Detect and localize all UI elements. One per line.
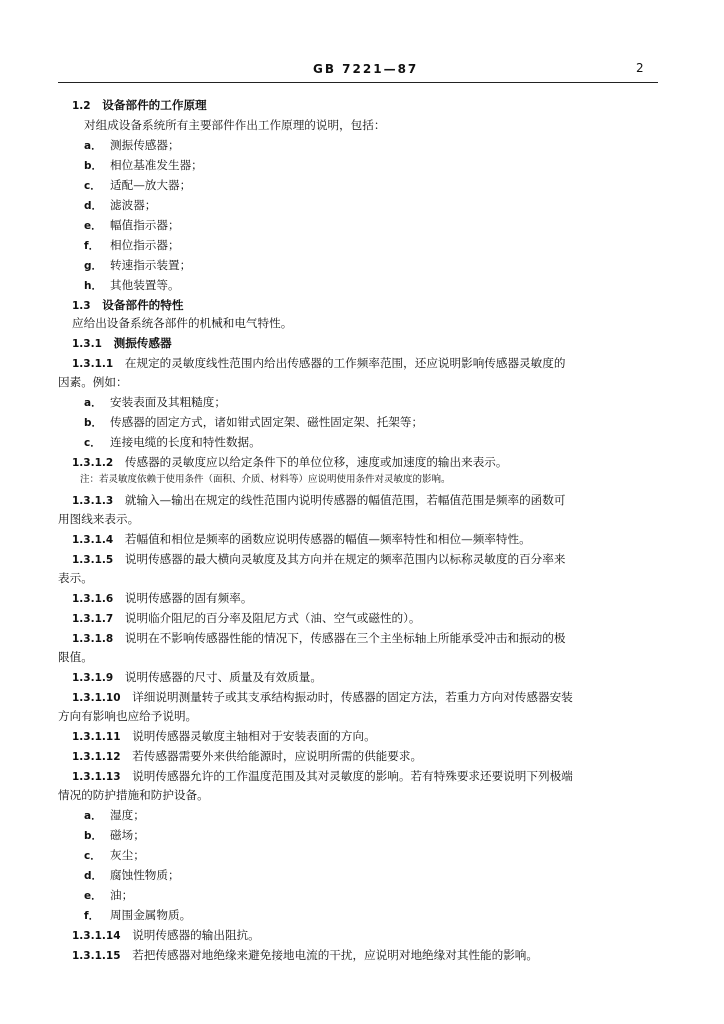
clause-continuation: 表示。: [58, 571, 93, 585]
clause-continuation: 限值。: [58, 650, 93, 664]
clause-text: 说明传感器允许的工作温度范围及其对灵敏度的影响。若有特殊要求还要说明下列极端: [132, 769, 573, 783]
section-number: 1.2: [72, 100, 91, 112]
section-number: 1.3.1: [72, 338, 102, 350]
clause-1-3-1-14: [72, 927, 260, 944]
clause-1-3-1-8: [72, 630, 565, 647]
clause-text: 若把传感器对地绝缘来避免接地电流的干扰，应说明对地绝缘对其性能的影响。: [132, 948, 538, 962]
clause-number: 1.3.1.5: [72, 554, 114, 566]
list-item: [84, 907, 191, 924]
item-marker: d．: [84, 870, 103, 882]
item-marker: b．: [84, 830, 103, 842]
item-text: 磁场；: [110, 828, 145, 842]
clause-continuation: 用图线来表示。: [58, 512, 140, 526]
clause-continuation: 方向有影响也应给予说明。: [58, 709, 198, 723]
item-text: 幅值指示器；: [110, 218, 180, 232]
item-text: 传感器的固定方式，诸如钳式固定架、磁性固定架、托架等；: [110, 415, 424, 429]
note: 注：若灵敏度依赖于使用条件（面积、介质、材料等）应说明使用条件对灵敏度的影响。: [80, 474, 451, 485]
clause-text: 在规定的灵敏度线性范围内给出传感器的工作频率范围，还应说明影响传感器灵敏度的: [124, 356, 566, 370]
item-text: 油；: [110, 888, 134, 902]
item-text: 相位基准发生器；: [110, 158, 203, 172]
clause-number: 1.3.1.8: [72, 633, 114, 645]
clause-number: 1.3.1.4: [72, 534, 114, 546]
clause-number: 1.3.1.7: [72, 613, 114, 625]
item-text: 其他装置等。: [110, 278, 180, 292]
item-text: 连接电缆的长度和特性数据。: [110, 435, 261, 449]
item-marker: a．: [84, 810, 102, 822]
item-marker: b．: [84, 160, 103, 172]
list-item: [84, 847, 145, 864]
clause-text: 说明传感器的输出阻抗。: [132, 928, 260, 942]
clause-number: 1.3.1.12: [72, 751, 121, 763]
item-marker: c．: [84, 180, 101, 192]
item-marker: b．: [84, 417, 103, 429]
item-text: 周围金属物质。: [110, 908, 192, 922]
list-item: [84, 217, 180, 234]
list-item: [84, 867, 180, 884]
item-marker: h．: [84, 280, 102, 292]
clause-1-3-1-2: [72, 454, 508, 471]
page-number: 2: [636, 61, 644, 75]
clause-1-3-1-10: [72, 689, 573, 706]
clause-1-3-1-3: [72, 492, 565, 509]
item-marker: c．: [84, 437, 101, 449]
item-marker: f．: [84, 240, 100, 252]
list-item: [84, 137, 180, 154]
section-1-3-1-heading: [72, 335, 172, 352]
clause-number: 1.3.1.9: [72, 672, 114, 684]
section-1-2-intro: 对组成设备系统所有主要部件作出工作原理的说明，包括：: [84, 118, 386, 132]
item-text: 湿度；: [110, 808, 145, 822]
clause-1-3-1-7: [72, 610, 421, 627]
item-text: 安装表面及其粗糙度；: [110, 395, 226, 409]
list-item: [84, 414, 423, 431]
item-text: 相位指示器；: [110, 238, 180, 252]
item-marker: c．: [84, 850, 101, 862]
page-header: [0, 62, 724, 84]
section-1-3-heading: [72, 297, 183, 314]
clause-continuation: 情况的防护措施和防护设备。: [58, 788, 209, 802]
clause-text: 若幅值和相位是频率的函数应说明传感器的幅值—频率特性和相位—频率特性。: [124, 532, 531, 546]
item-text: 转速指示装置；: [110, 258, 192, 272]
clause-continuation: 因素。例如：: [58, 375, 128, 389]
list-item: [84, 257, 191, 274]
clause-text: 说明临介阻尼的百分率及阻尼方式（油、空气或磁性的）。: [124, 611, 421, 625]
list-item: [84, 807, 145, 824]
clause-number: 1.3.1.15: [72, 950, 121, 962]
item-text: 适配—放大器；: [110, 178, 192, 192]
clause-text: 说明在不影响传感器性能的情况下，传感器在三个主坐标轴上所能承受冲击和振动的极: [124, 631, 566, 645]
clause-1-3-1-6: [72, 590, 252, 607]
item-marker: a．: [84, 140, 102, 152]
section-1-3-intro: 应给出设备系统各部件的机械和电气特性。: [72, 316, 293, 330]
clause-number: 1.3.1.2: [72, 457, 114, 469]
item-marker: d．: [84, 200, 103, 212]
clause-1-3-1-12: [72, 748, 422, 765]
clause-number: 1.3.1.6: [72, 593, 114, 605]
clause-number: 1.3.1.3: [72, 495, 114, 507]
list-item: [84, 197, 156, 214]
clause-number: 1.3.1.14: [72, 930, 121, 942]
item-text: 滤波器；: [110, 198, 157, 212]
section-title: 设备部件的工作原理: [102, 98, 207, 112]
clause-1-3-1-13: [72, 768, 573, 785]
clause-text: 说明传感器的尺寸、质量及有效质量。: [124, 670, 322, 684]
list-item: [84, 394, 226, 411]
clause-text: 就输入—输出在规定的线性范围内说明传感器的幅值范围，若幅值范围是频率的函数可: [124, 493, 566, 507]
item-marker: e．: [84, 220, 102, 232]
section-title: 设备部件的特性: [102, 298, 184, 312]
section-1-2-heading: [72, 97, 207, 114]
clause-text: 传感器的灵敏度应以给定条件下的单位位移，速度或加速度的输出来表示。: [124, 455, 508, 469]
item-marker: e．: [84, 890, 102, 902]
clause-text: 详细说明测量转子或其支承结构振动时，传感器的固定方法，若重力方向对传感器安装: [132, 690, 573, 704]
clause-text: 说明传感器灵敏度主轴相对于安装表面的方向。: [132, 729, 376, 743]
clause-1-3-1-5: [72, 551, 565, 568]
list-item: [84, 827, 145, 844]
list-item: [84, 177, 191, 194]
item-marker: a．: [84, 397, 102, 409]
clause-1-3-1-11: [72, 728, 376, 745]
clause-text: 若传感器需要外来供给能源时，应说明所需的供能要求。: [132, 749, 423, 763]
item-marker: g．: [84, 260, 103, 272]
clause-1-3-1-9: [72, 669, 322, 686]
clause-number: 1.3.1.10: [72, 692, 121, 704]
list-item: [84, 237, 180, 254]
item-marker: f．: [84, 910, 100, 922]
section-number: 1.3: [72, 300, 91, 312]
clause-number: 1.3.1.13: [72, 771, 121, 783]
clause-text: 说明传感器的固有频率。: [124, 591, 253, 605]
list-item: [84, 277, 180, 294]
list-item: [84, 157, 203, 174]
standard-number: GB 7221—87: [313, 62, 419, 76]
clause-1-3-1-15: [72, 947, 538, 964]
clause-number: 1.3.1.11: [72, 731, 121, 743]
item-text: 灰尘；: [110, 848, 145, 862]
list-item: [84, 434, 261, 451]
item-text: 测振传感器；: [110, 138, 180, 152]
clause-text: 说明传感器的最大横向灵敏度及其方向并在规定的频率范围内以标称灵敏度的百分率来: [124, 552, 566, 566]
list-item: [84, 887, 133, 904]
section-title: 测振传感器: [113, 336, 172, 350]
clause-number: 1.3.1.1: [72, 358, 114, 370]
header-rule: [58, 82, 658, 83]
clause-1-3-1-4: [72, 531, 531, 548]
item-text: 腐蚀性物质；: [110, 868, 180, 882]
clause-1-3-1-1: [72, 355, 565, 372]
